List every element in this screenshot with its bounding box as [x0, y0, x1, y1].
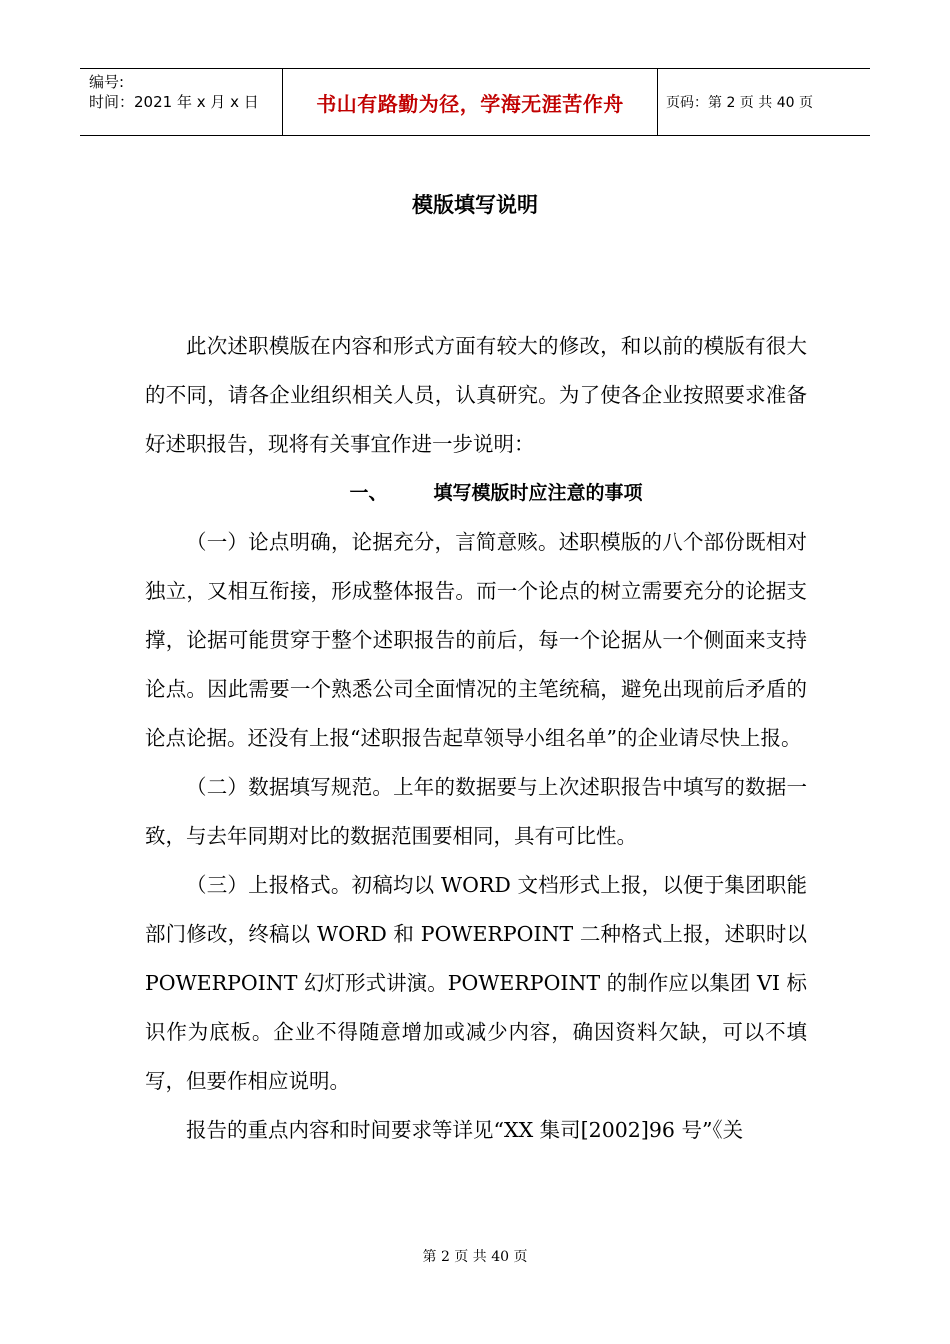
- document-title: 模版填写说明: [412, 193, 538, 217]
- item-paragraph-3: （三）上报格式。初稿均以 WORD 文档形式上报，以便于集团职能部门修改，终稿以 WORD 和 POWERPOINT 二种格式上报，述职时以 POWERPOINT 幻灯形式讲演。POWERPOINT 的制作应以集团 VI 标识作为底板。企业不得随意增加或减少内容，确因资料欠缺，可以不填写，但要作相应说明。: [145, 873, 807, 1093]
- closing-paragraph: 报告的重点内容和时间要求等详见“XX 集司[2002]96 号”《关: [186, 1118, 744, 1142]
- section-number: 一、: [349, 482, 388, 504]
- header-motto: 书山有路勤为径，学海无涯苦作舟: [282, 69, 658, 135]
- document-body: [145, 322, 807, 1155]
- intro-paragraph: 此次述职模版在内容和形式方面有较大的修改，和以前的模版有很大的不同，请各企业组织相关人员，认真研究。为了使各企业按照要求准备好述职报告，现将有关事宜作进一步说明：: [145, 334, 807, 456]
- header-page-info: 页码：第 2 页 共 40 页: [666, 95, 813, 111]
- section-heading: [145, 469, 807, 518]
- document-number-label: 编号:: [89, 73, 125, 91]
- section-title: 填写模版时应注意的事项: [433, 482, 643, 504]
- page-footer: 第 2 页 共 40 页: [422, 1249, 528, 1265]
- page-header: [80, 68, 870, 136]
- header-meta: [80, 69, 282, 135]
- document-time-label: 时间：2021 年 x 月 x 日: [89, 93, 259, 111]
- item-paragraph-2: （二）数据填写规范。上年的数据要与上次述职报告中填写的数据一致，与去年同期对比的数据范围要相同，具有可比性。: [145, 775, 807, 848]
- item-paragraph-1: （一）论点明确，论据充分，言简意赅。述职模版的八个部份既相对独立，又相互衔接，形成整体报告。而一个论点的树立需要充分的论据支撑，论据可能贯穿于整个述职报告的前后，每一个论据从一个侧面来支持论点。因此需要一个熟悉公司全面情况的主笔统稿，避免出现前后矛盾的论点论据。还没有上报“述职报告起草领导小组名单”的企业请尽快上报。: [145, 530, 807, 750]
